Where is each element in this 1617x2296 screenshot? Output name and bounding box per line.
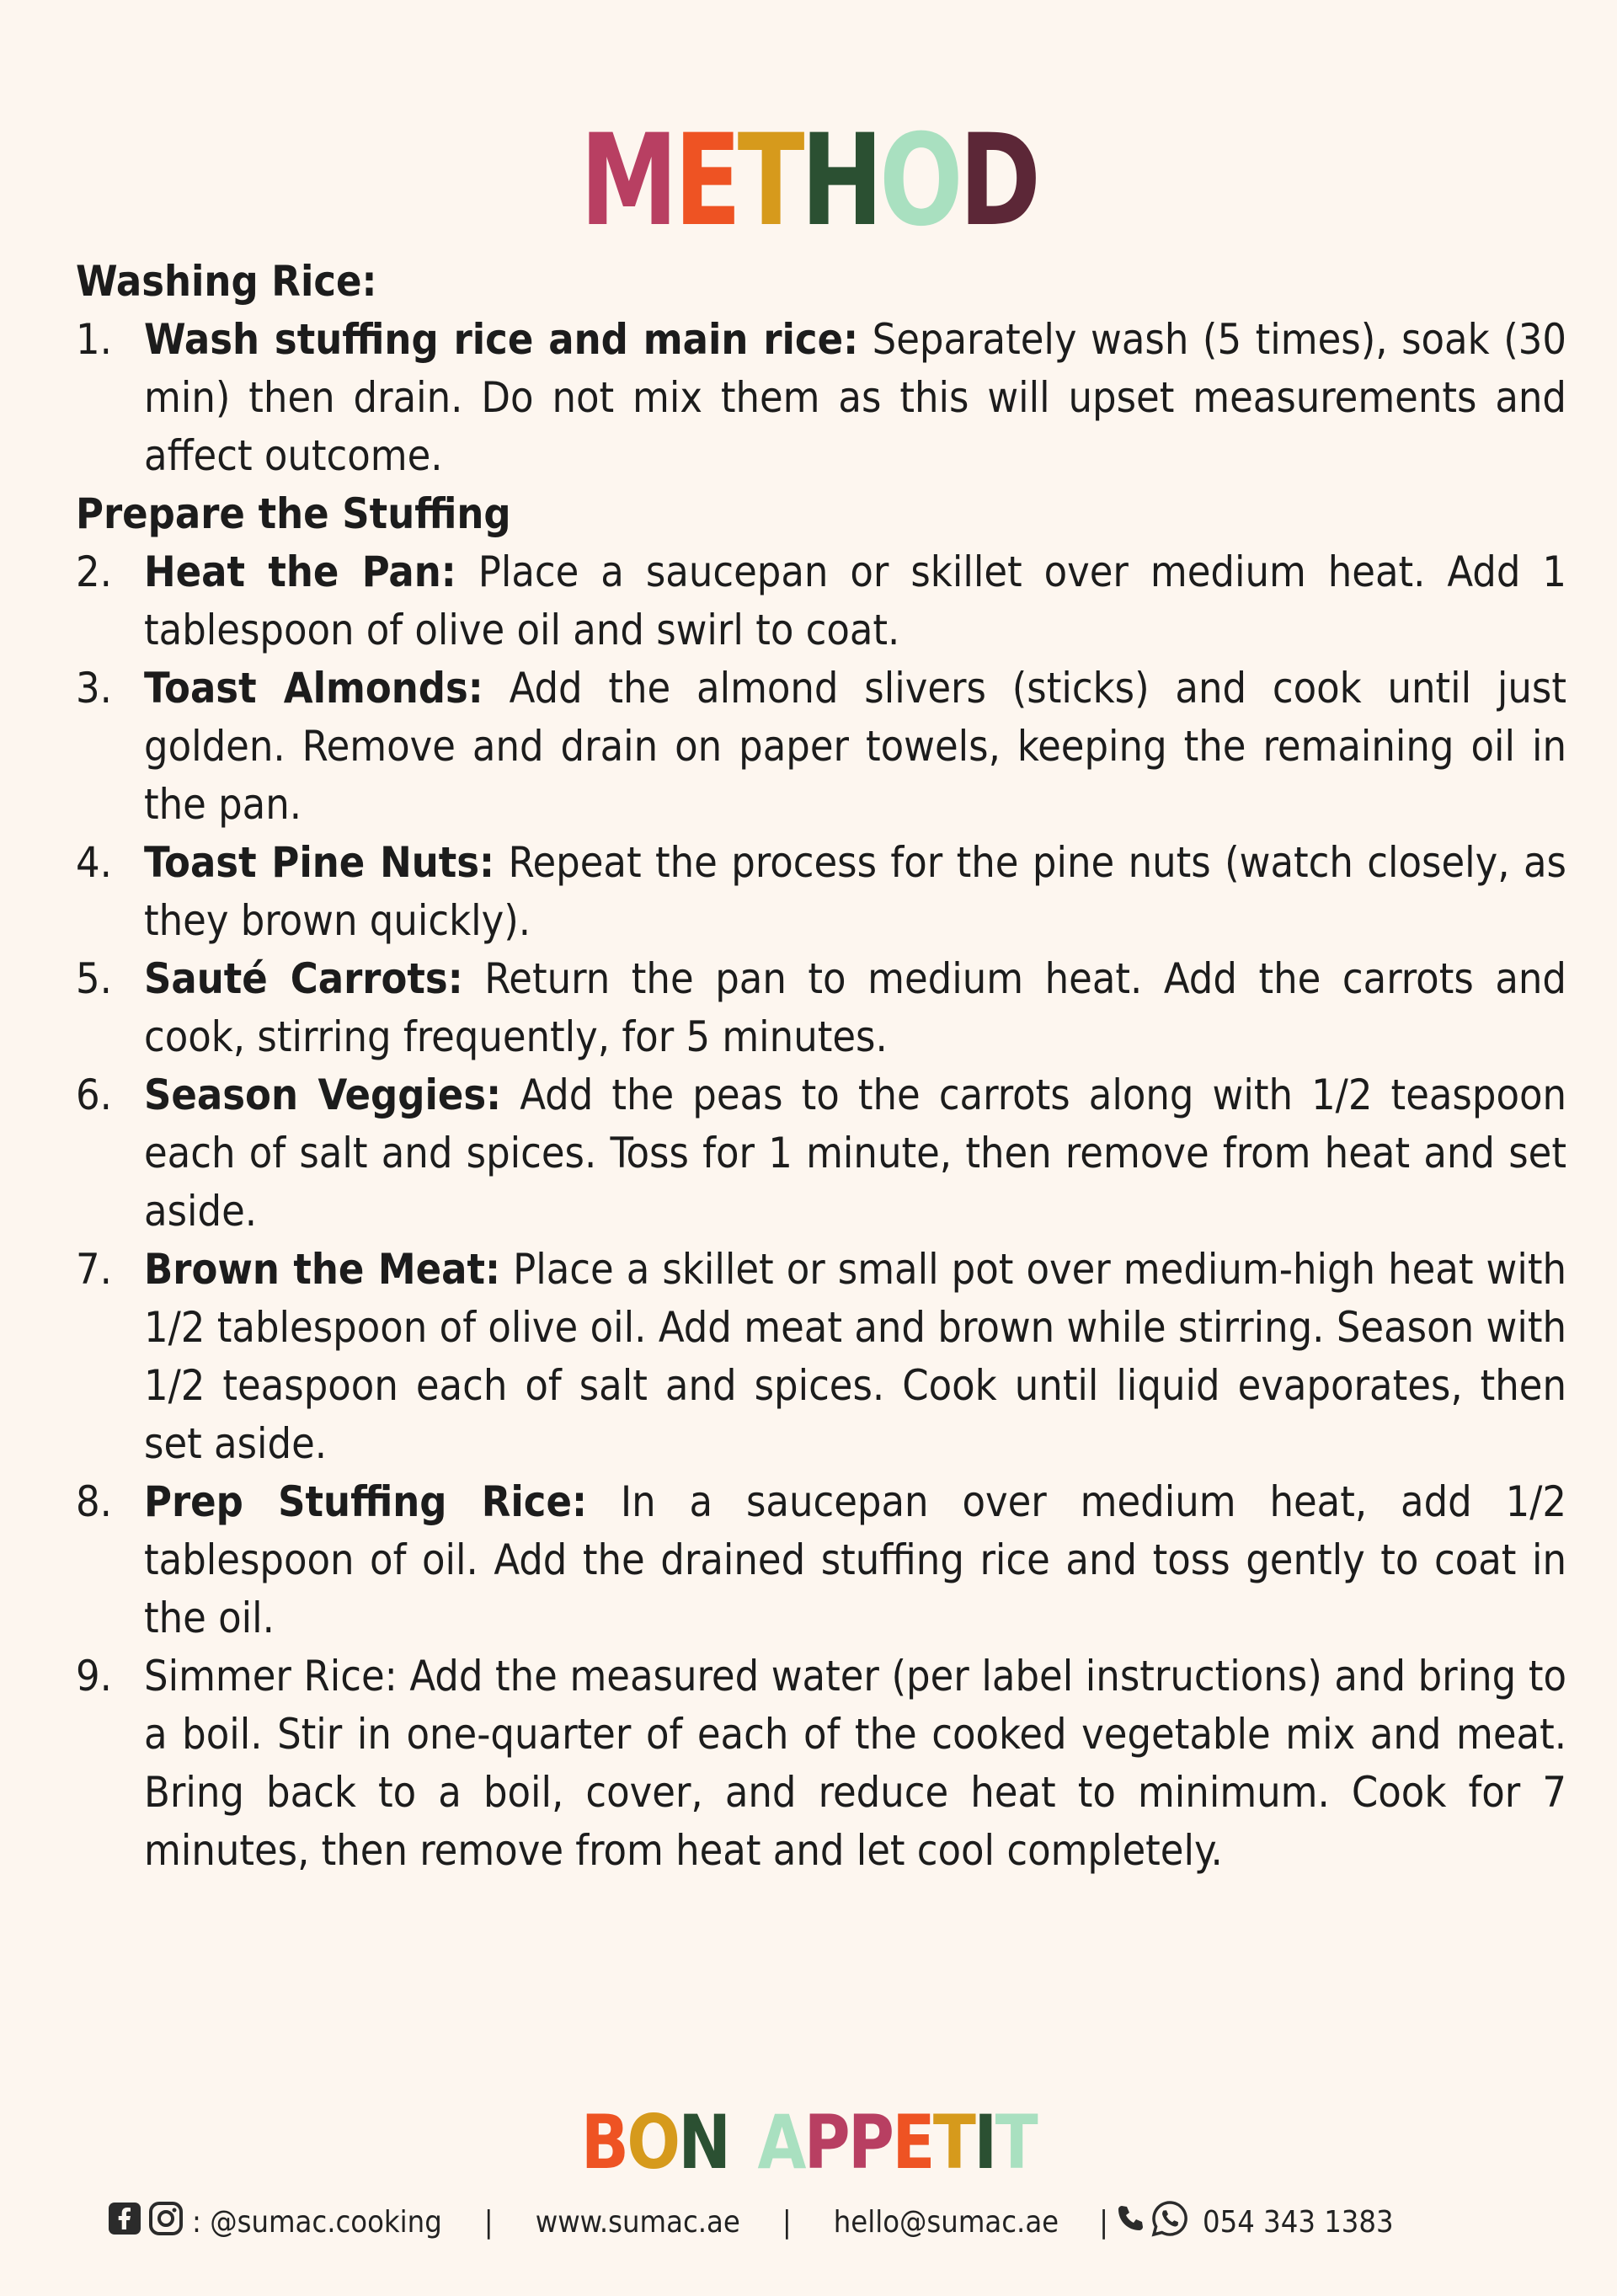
- whatsapp-icon[interactable]: [1150, 2199, 1189, 2245]
- title-letter: O: [879, 108, 959, 254]
- page-title: [178, 108, 1439, 254]
- website-link[interactable]: www.sumac.ae: [535, 2204, 740, 2240]
- instagram-icon[interactable]: [148, 2201, 184, 2244]
- step-item: [76, 543, 1566, 659]
- bon-letter: P: [848, 2099, 893, 2186]
- separator: |: [1099, 2204, 1109, 2240]
- step-number: 1.: [76, 315, 112, 364]
- bon-letter: T: [932, 2099, 974, 2186]
- step-text: In a saucepan over medium heat, add 1/2 tablespoon of oil. Add the drained stuffing rice and toss gently to coat in the oil.: [144, 1477, 1566, 1642]
- step-lead: Prep Stuffing Rice:: [144, 1477, 587, 1526]
- step-number: 9.: [76, 1652, 112, 1701]
- stuffing-steps: [76, 543, 1566, 1880]
- bon-letter: O: [627, 2099, 679, 2186]
- washing-steps: [76, 311, 1566, 485]
- step-number: 6.: [76, 1071, 112, 1119]
- step-text: Repeat the process for the pine nuts (watch closely, as they brown quickly).: [144, 838, 1566, 945]
- step-text: Separately wash (5 times), soak (30 min) then drain. Do not mix them as this will upset measurements and affect outcome.: [144, 315, 1566, 480]
- step-item: [76, 659, 1566, 834]
- social-handle[interactable]: : @sumac.cooking: [192, 2204, 442, 2240]
- separator: |: [782, 2204, 792, 2240]
- title-letter: H: [800, 108, 880, 254]
- bon-appetit-heading: [121, 2099, 1496, 2186]
- title-letter: T: [737, 108, 801, 254]
- step-lead: Season Veggies:: [144, 1071, 502, 1119]
- step-lead: Toast Almonds:: [144, 664, 483, 713]
- separator: |: [483, 2204, 494, 2240]
- step-text: Return the pan to medium heat. Add the carrots and cook, stirring frequently, for 5 minutes.: [144, 954, 1566, 1061]
- bon-letter: A: [757, 2099, 804, 2186]
- bon-letter: E: [892, 2099, 933, 2186]
- bon-letter: I: [974, 2099, 995, 2186]
- phone-number[interactable]: 054 343 1383: [1203, 2204, 1394, 2240]
- step-number: 5.: [76, 954, 112, 1003]
- step-number: 7.: [76, 1245, 112, 1294]
- facebook-icon[interactable]: [108, 2202, 141, 2243]
- step-lead: Toast Pine Nuts:: [144, 838, 495, 887]
- step-text: Add the almond slivers (sticks) and cook until just golden. Remove and drain on paper towels, keeping the remaining oil in the pan.: [144, 664, 1566, 829]
- email-link[interactable]: hello@sumac.ae: [833, 2204, 1059, 2240]
- step-item: [76, 950, 1566, 1066]
- step-item: [76, 1066, 1566, 1241]
- step-number: 8.: [76, 1477, 112, 1526]
- bon-letter: P: [803, 2099, 849, 2186]
- step-item: [76, 1647, 1566, 1880]
- bon-letter: N: [678, 2099, 729, 2186]
- step-text: Place a skillet or small pot over medium-high heat with 1/2 tablespoon of olive oil. Add meat and brown while stirring. Season with 1/2 teaspoon each of salt and spices. Cook until liquid evaporates, then set aside.: [144, 1245, 1566, 1468]
- contact-footer: [108, 2198, 1394, 2245]
- step-item: [76, 1241, 1566, 1473]
- step-text: Simmer Rice: Add the measured water (per label instructions) and bring to a boil. Stir in one-quarter of each of the cooked vegetable mix and meat. Bring back to a boil, cover, and reduce heat to minimum. Cook for 7 minutes, then remove from heat and let cool completely.: [144, 1652, 1566, 1875]
- step-item: [76, 311, 1566, 485]
- section-heading-washing: Washing Rice:: [76, 257, 377, 306]
- step-lead: Sauté Carrots:: [144, 954, 463, 1003]
- step-lead: Wash stuffing rice and main rice:: [144, 315, 859, 364]
- title-letter: M: [579, 108, 675, 254]
- step-item: [76, 1473, 1566, 1647]
- bon-letter: T: [995, 2099, 1037, 2186]
- step-lead: Brown the Meat:: [144, 1245, 501, 1294]
- step-lead: Heat the Pan:: [144, 547, 456, 596]
- bon-letter: B: [580, 2099, 627, 2186]
- title-letter: D: [958, 108, 1038, 254]
- step-text: Place a saucepan or skillet over medium heat. Add 1 tablespoon of olive oil and swirl to coat.: [144, 547, 1566, 654]
- step-number: 3.: [76, 664, 112, 713]
- phone-icon: [1115, 2203, 1145, 2241]
- section-heading-stuffing: Prepare the Stuffing: [76, 489, 511, 538]
- step-text: Add the peas to the carrots along with 1/2 teaspoon each of salt and spices. Toss for 1 minute, then remove from heat and set aside.: [144, 1071, 1566, 1236]
- step-number: 4.: [76, 838, 112, 887]
- step-item: [76, 834, 1566, 950]
- method-content: [76, 253, 1566, 1880]
- step-number: 2.: [76, 547, 112, 596]
- title-letter: E: [674, 108, 738, 254]
